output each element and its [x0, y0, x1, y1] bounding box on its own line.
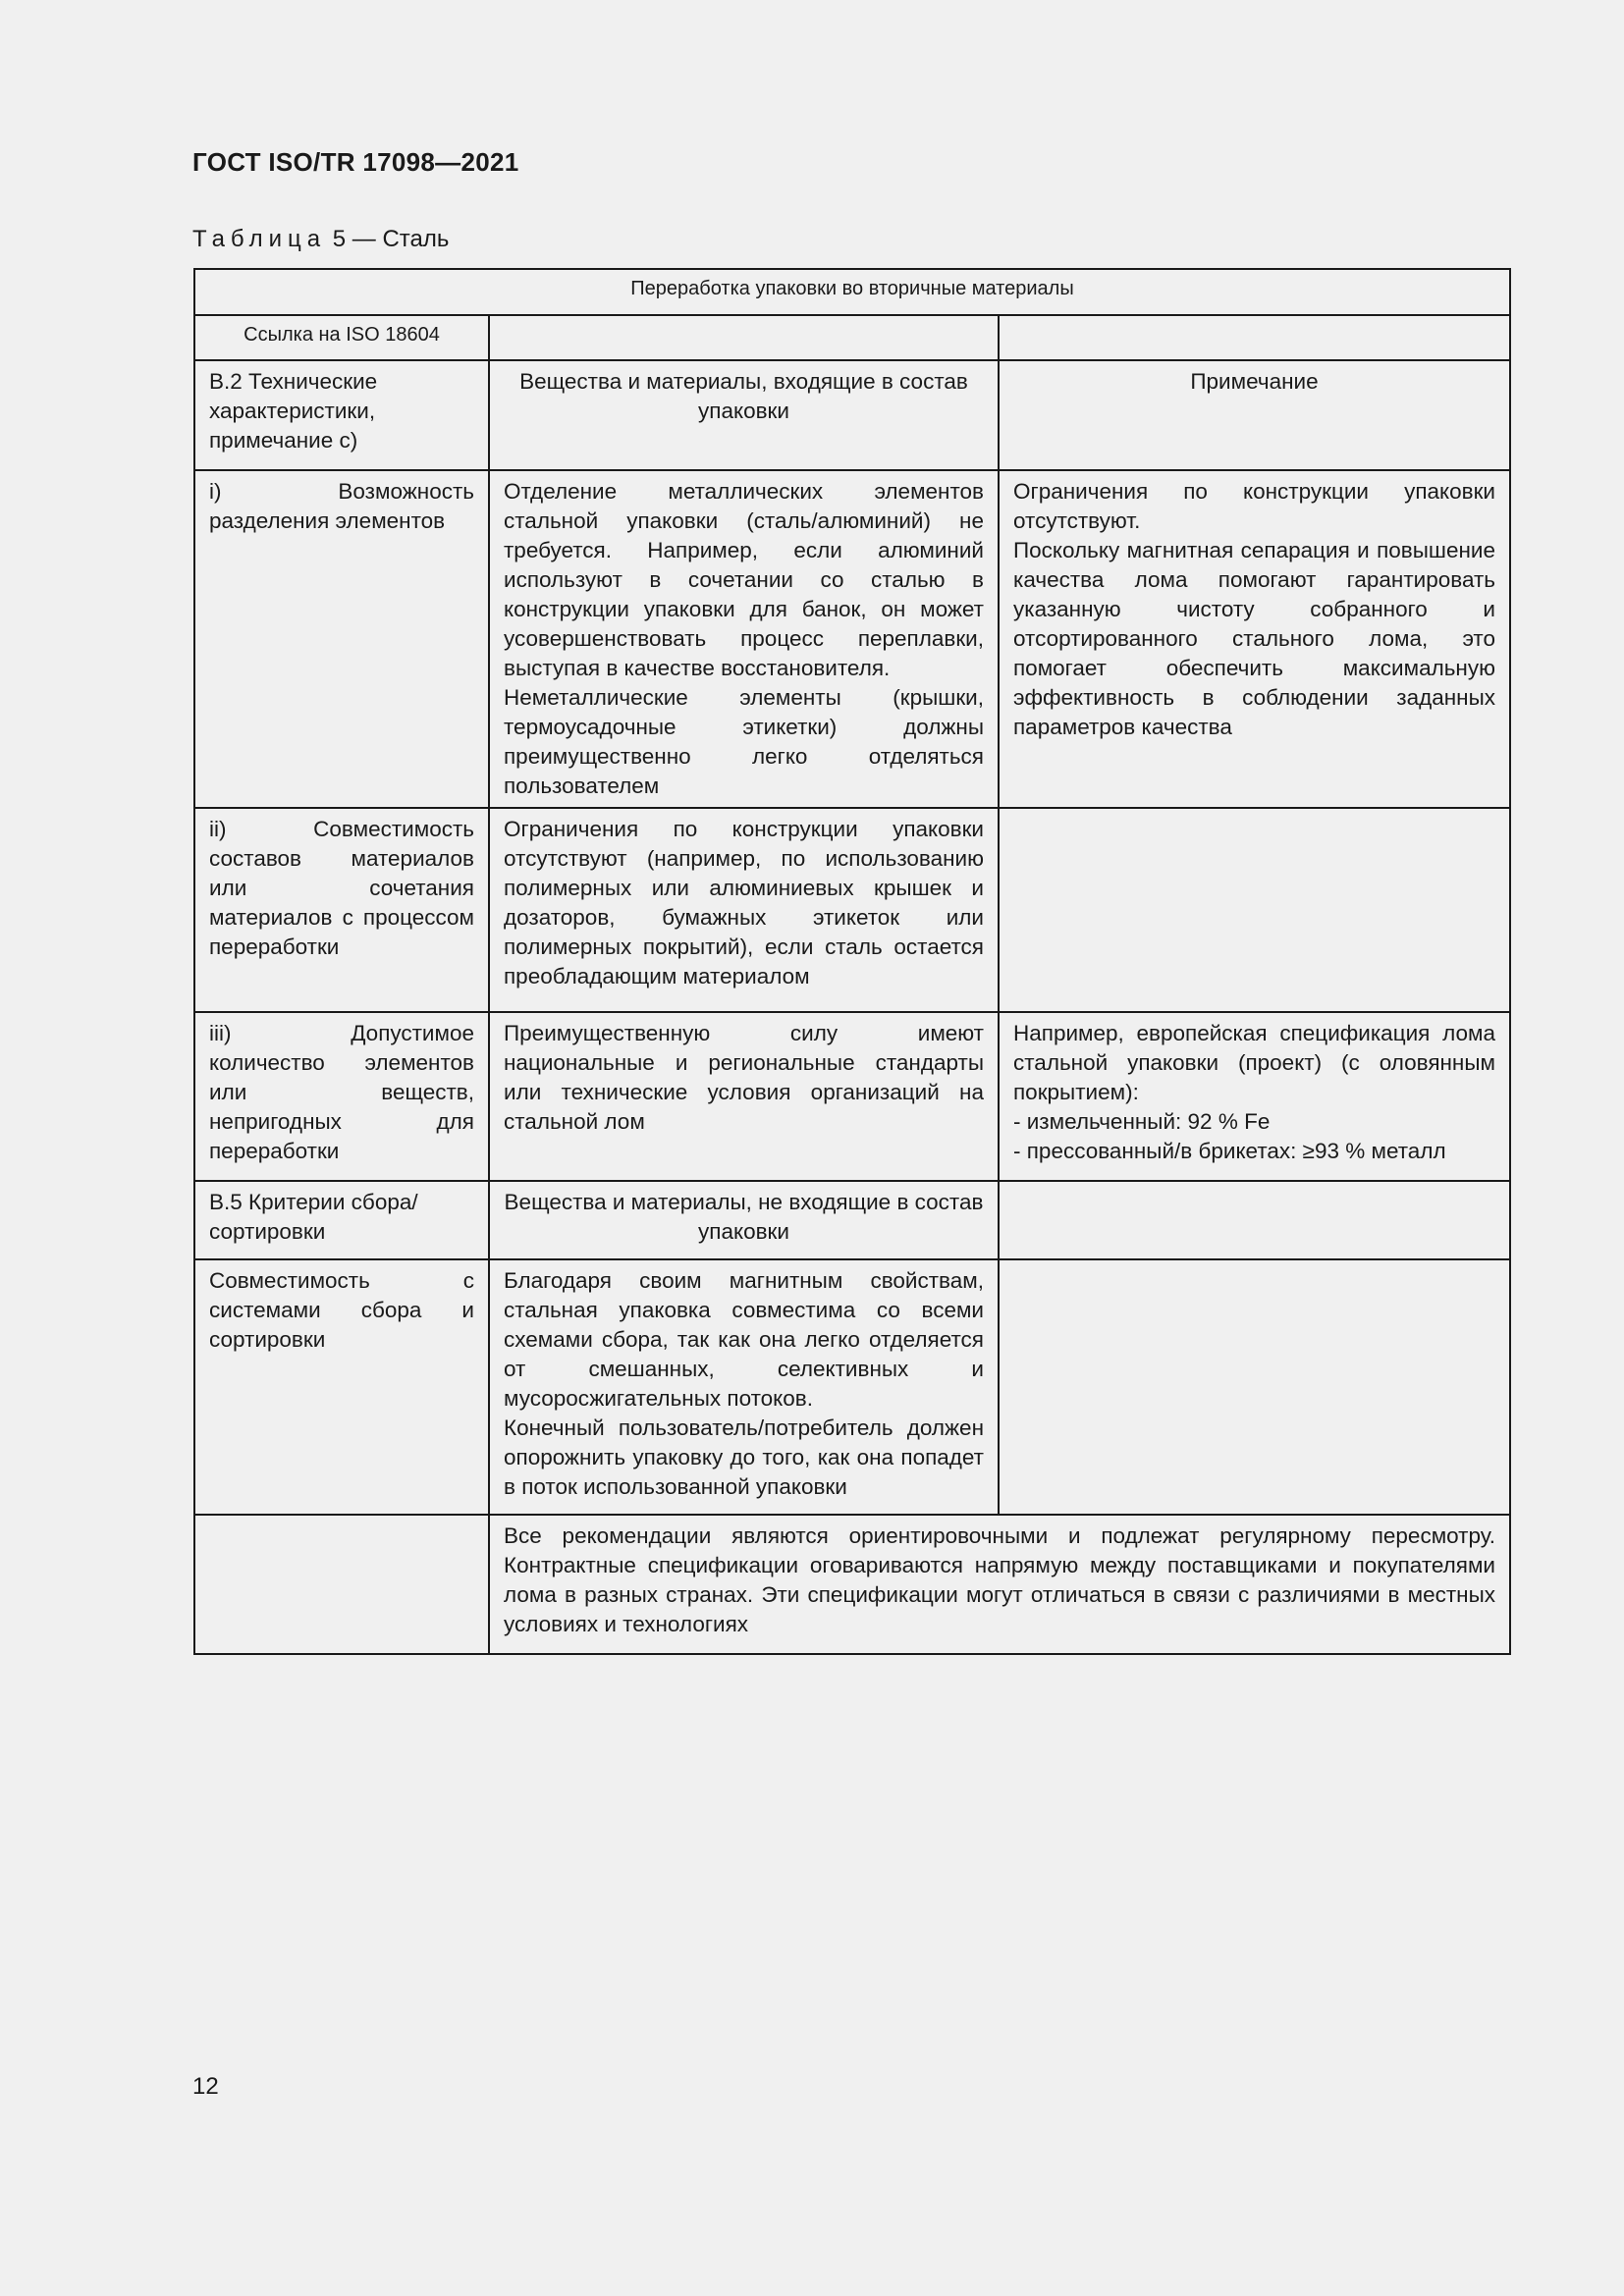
section-b5-row	[194, 1181, 1510, 1259]
materials-paragraph: Отделение металлических элементов стальной упаковки (сталь/алюминий) не требуется. Например, если алюминий используют в сочетании со сталью в конструкции упаковки для банок, он может усовершенствовать процесс переплавки, выступая в качестве восстановителя.	[504, 479, 984, 680]
materials-cell	[489, 1012, 999, 1181]
final-note-empty-cell	[194, 1515, 489, 1654]
reference-empty-cell	[999, 315, 1510, 360]
table-reference-row	[194, 315, 1510, 360]
note-list-item: - измельченный: 92 % Fe	[1013, 1109, 1271, 1134]
section-b5-criterion-cell: В.5 Критерии сбора/ сортировки	[194, 1181, 489, 1259]
document-header: ГОСТ ISO/TR 17098—2021	[192, 147, 519, 177]
steel-table	[193, 268, 1511, 1655]
materials-cell	[489, 1259, 999, 1515]
note-list-item: - прессованный/в брикетах: ≥93 % металл	[1013, 1139, 1446, 1163]
note-paragraph: Ограничения по конструкции упаковки отсутствуют.	[1013, 479, 1495, 533]
table-row	[194, 808, 1510, 1012]
materials-paragraph: Ограничения по конструкции упаковки отсутствуют (например, по использованию полимерных или алюминиевых крышек и дозаторов, бумажных этикеток или полимерных покрытий), если сталь остается преобладающим материалом	[504, 817, 984, 988]
criterion-cell: iii) Допустимое количество элементов или веществ, непригодных для переработки	[194, 1012, 489, 1181]
section-b5-note-cell	[999, 1181, 1510, 1259]
header-criterion-cell: В.2 Технические характеристики, примечание с)	[194, 360, 489, 470]
reference-cell: Ссылка на ISO 18604	[194, 315, 489, 360]
criterion-cell: Совместимость с системами сбора и сортировки	[194, 1259, 489, 1515]
table-title-row	[194, 269, 1510, 315]
section-b5-materials-cell: Вещества и материалы, не входящие в состав упаковки	[489, 1181, 999, 1259]
materials-cell	[489, 808, 999, 1012]
note-empty-cell	[999, 1259, 1510, 1515]
header-note-cell: Примечание	[999, 360, 1510, 470]
criterion-cell: i) Возможность разделения элементов	[194, 470, 489, 808]
final-note-cell: Все рекомендации являются ориентировочными и подлежат регулярному пересмотру. Контрактные спецификации оговариваются напрямую между поставщиками и покупателями лома в разных странах. Эти спецификации могут отличаться в связи с различиями в местных условиях и технологиях	[489, 1515, 1510, 1654]
note-empty-cell	[999, 808, 1510, 1012]
note-cell	[999, 1012, 1510, 1181]
header-materials-cell: Вещества и материалы, входящие в состав упаковки	[489, 360, 999, 470]
materials-paragraph: Преимущественную силу имеют национальные и региональные стандарты или технические условия организаций на стальной лом	[504, 1021, 984, 1134]
criterion-cell: ii) Совместимость составов материалов или сочетания материалов с процессом переработки	[194, 808, 489, 1012]
table-row	[194, 470, 1510, 808]
final-note-row	[194, 1515, 1510, 1654]
materials-paragraph: Конечный пользователь/потребитель должен опорожнить упаковку до того, как она попадет в поток использованной упаковки	[504, 1415, 984, 1499]
reference-empty-cell	[489, 315, 999, 360]
table-caption-text: 5 — Сталь	[332, 226, 450, 252]
note-cell	[999, 470, 1510, 808]
table-header-row	[194, 360, 1510, 470]
materials-cell	[489, 470, 999, 808]
materials-paragraph: Благодаря своим магнитным свойствам, стальная упаковка совместима со всеми схемами сбора, так как она легко отделяется от смешанных, селективных и мусоросжигательных потоков.	[504, 1268, 984, 1411]
table-row	[194, 1012, 1510, 1181]
note-paragraph: Поскольку магнитная сепарация и повышение качества лома помогают гарантировать указанную чистоту собранного и отсортированного стального лома, это помогает обеспечить максимальную эффективность в соблюдении заданных параметров качества	[1013, 538, 1495, 739]
note-paragraph: Например, европейская спецификация лома стальной упаковки (проект) (с оловянным покрытием):	[1013, 1021, 1495, 1104]
table-title-cell: Переработка упаковки во вторичные материалы	[194, 269, 1510, 315]
table-caption-label: Таблица	[192, 226, 327, 252]
table-caption	[192, 226, 449, 253]
table-row	[194, 1259, 1510, 1515]
materials-paragraph: Неметаллические элементы (крышки, термоусадочные этикетки) должны преимущественно легко отделяться пользователем	[504, 685, 984, 798]
page-number: 12	[192, 2073, 219, 2100]
